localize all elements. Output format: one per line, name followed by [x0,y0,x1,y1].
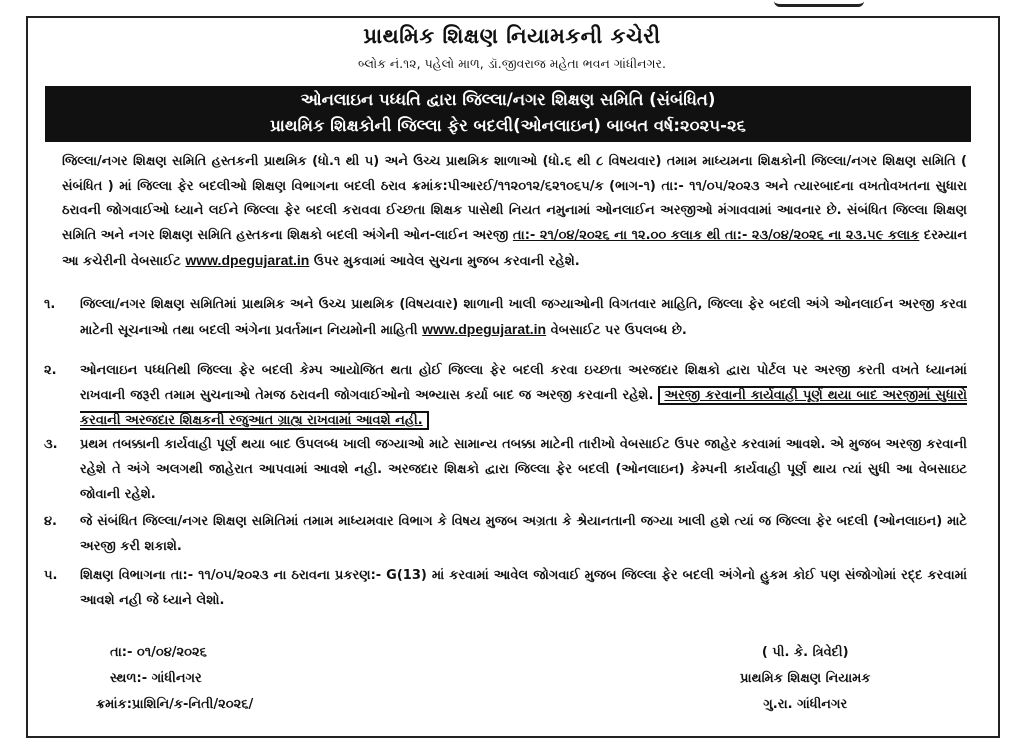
banner-line-2: પ્રાથમિક શિક્ષકોની જિલ્લા ફેર બદલી(ઓનલાઇન) બાબત વર્ષ:૨૦૨૫-૨૬ [270,116,746,135]
office-title: પ્રાથમિક શિક્ષણ નિયામકની કચેરી [363,24,661,48]
item-text [80,292,967,343]
item-number: ૪. [44,514,57,529]
signatory-place: ગુ.રા. ગાંધીનગર [763,697,848,712]
banner-line-1: ઓનલાઇન પધ્ધતિ દ્વારા જિલ્લા/નગર શિક્ષણ સમિતિ (સંબંધિત) [300,90,716,109]
item-number: ૨. [44,363,57,378]
footer-signatory [740,640,871,718]
signatory-title: પ્રાથમિક શિક્ષણ નિયામક [740,671,871,686]
top-strip [0,0,1024,14]
item-2-boxed-note: અરજી કરવાની કાર્યવાહી પૂર્ણ થયા બાદ અરજીમાં સુધારો કરવાની અરજદાર શિક્ષકની રજુઆત ગ્રાહ્ય રાખવામાં આવશે નહી. [80,388,968,428]
item-number: ૫. [44,568,58,583]
item-number: ૧. [44,297,56,312]
reference-number: ક્રમાંક:પ્રાશિનિ/ક-નિતી/૨૦૨૬/ [96,697,254,712]
issue-date: તા:- ૦૧/૦૪/૨૦૨૬ [110,645,207,660]
item-text [80,358,967,433]
top-edge-mark [774,0,864,7]
intro-text-2: દરમ્યાન આ કચેરીની વેબસાઈટ [62,227,968,269]
item-number: ૩. [44,437,58,452]
signatory-name: ( પી. કે. ત્રિવેદી) [761,645,849,660]
intro-text-3: ઉપર મુકવામાં આવેલ સુચના મુજબ કરવાની રહેશે. [313,254,580,269]
item-5-text: શિક્ષણ વિભાગના તા:- ૧૧/૦૫/૨૦૨૩ ના ઠરાવના પ્રકરણ:- G(13) માં કરવામાં આવેલ જોગવાઈ મુજબ જિલ્લા ફેર બદલી અંગેનો હુકમ કોઈ પણ સંજોગોમાં રદ્દ કરવામાં આવશે નહી જે ધ્યાને લેશો. [80,568,967,608]
item-4-text: જે સંબંધિત જિલ્લા/નગર શિક્ષણ સમિતિમાં તમામ માધ્યમવાર વિભાગ કે વિષય મુજબ અગ્રતા કે શ્રેયાનતાની જગ્યા ખાલી હશે ત્યાં જ જિલ્લા ફેર બદલી (ઓનલાઇન) માટે અરજી કરી શકાશે. [80,514,967,554]
intro-paragraph [62,150,967,275]
website-link[interactable]: www.dpegujarat.in [185,252,310,268]
item-1-website-link[interactable]: www.dpegujarat.in [422,321,547,337]
item-2-text: ઓનલાઇન પધ્ધતિથી જિલ્લા ફેર બદલી કેમ્પ આયોજિત થતા હોઈ જિલ્લા ફેર બદલી કરવા ઇચ્છતા અરજદાર શિક્ષકો દ્વારા પોર્ટલ પર અરજી કરતી વખતે ધ્યાનમાં રાખવાની જરૂરી તમામ સુચનાઓ તેમજ ઠરાવની જોગવાઈઓનો અભ્યાસ કર્યા બાદ જ અરજી કરવાની રહેશે. [80,363,967,403]
issue-place: સ્થળ:- ગાંધીનગર [110,671,202,686]
item-1-text: જિલ્લા/નગર શિક્ષણ સમિતિમાં પ્રાથમિક અને ઉચ્ચ પ્રાથમિક (વિષયવાર) શાળાની ખાલી જગ્યાઓની વિગતવાર માહિતિ, જિલ્લા ફેર બદલી અંગે ઓનલાઈન અરજી કરવા માટેની સૂચનાઓ તથા બદલી અંગેના પ્રવર્તમાન નિયમોની માહિતી [80,297,967,338]
item-3-text: પ્રથમ તબક્કાની કાર્યવાહી પૂર્ણ થયા બાદ ઉપલબ્ધ ખાલી જગ્યાઓ માટે સામાન્ય તબક્કા માટેની તારીખો વેબસાઈટ ઉપર જાહેર કરવામાં આવશે. એ મુજબ અરજી કરવાની રહેશે તે અંગે અલગથી જાહેરાત આપવામાં આવશે નહી. અરજદાર શિક્ષકો દ્વારા જિલ્લા ફેર બદલી (ઓનલાઇન) કેમ્પની કાર્યવાહી પૂર્ણ થાય ત્યાં સુધી આ વેબસાઇટ જોવાની રહેશે. [80,437,967,502]
subject-banner [45,86,971,142]
intro-text-1: જિલ્લા/નગર શિક્ષણ સમિતિ હસ્તકની પ્રાથમિક (ધો.૧ થી ૫) અને ઉચ્ચ પ્રાથમિક શાળાઓ (ધો.૬ થી ૮ વિષયવાર) તમામ માધ્યમના શિક્ષકોની જિલ્લા/નગર શિક્ષણ સમિતિ ( સંબંધિત ) માં જિલ્લા ફેર બદલીઓ શિક્ષણ વિભાગના બદલી ઠરાવ ક્રમાંક:પીઆરઈ/૧૧૨૦૧૨/૬૨૧૦૬૫/ક (ભાગ-૧) તા:- ૧૧/૦૫/૨૦૨૩ અને ત્યારબાદના વખતોવખતના સુધારા ઠરાવની જોગવાઈઓ ધ્યાને લઈને જિલ્લા ફેર બદલી કરાવવા ઈચ્છતા શિક્ષક પાસેથી નિયત નમુનામાં ઓનલાઈન અરજીઓ મંગાવવામાં આવનાર છે. સંબંધિત જિલ્લા શિક્ષણ સમિતિ અને નગર શિક્ષણ સમિતિ હસ્તકના શિક્ષકો બદલી અંગેની ઓન-લાઈન અરજી [62,154,967,243]
intro-date-range: તા:- ૨૧/૦૪/૨૦૨૬ ના ૧૨.૦૦ કલાક થી તા:- ૨૩/૦૪/૨૦૨૬ ના ૨૩.૫૯ કલાક [512,227,920,243]
item-1-text-end: વેબસાઈટ પર ઉપલબ્ધ છે. [550,323,687,338]
office-address: બ્લોક નં.૧૨, પહેલો માળ, ડૉ.જીવરાજ મહેતા ભવન ગાંધીનગર. [358,56,666,71]
footer-left [96,640,254,718]
